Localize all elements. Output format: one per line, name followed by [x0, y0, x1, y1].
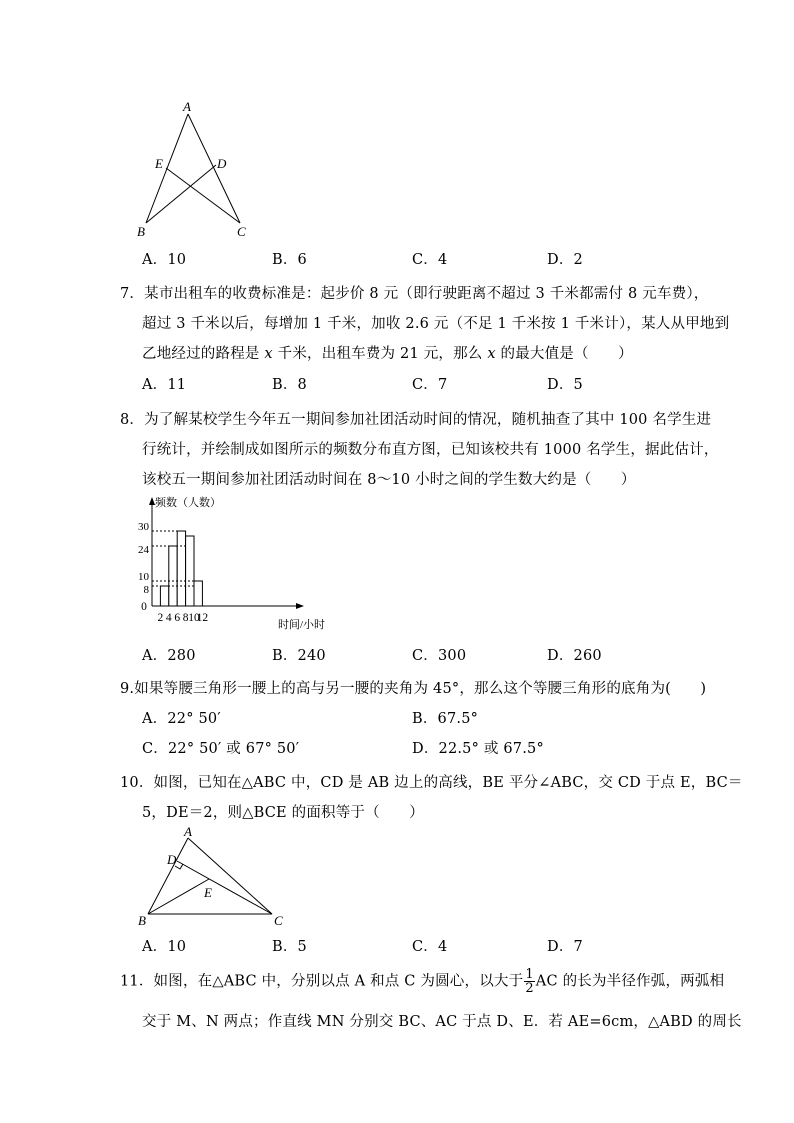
histogram-bar — [177, 531, 185, 606]
q10-label-b: B — [138, 913, 146, 928]
x-tick-label: 10 — [188, 612, 200, 624]
q10-label-e: E — [204, 885, 212, 900]
x-tick-label: 12 — [196, 612, 209, 624]
q7-line-3 — [142, 342, 633, 363]
q10-label-a: A — [184, 824, 192, 839]
q8-option-b: B．240 — [272, 648, 326, 664]
q11-line-1 — [120, 968, 724, 995]
q11-frac-den: 2 — [525, 981, 534, 996]
q10-line-1: 10．如图，已知在△ABC 中，CD 是 AB 边上的高线，BE 平分∠ABC，交 CD 于点 E，BC＝ — [120, 775, 743, 791]
q10-label-d: D — [167, 852, 177, 867]
y-axis-label: 频数（人数） — [155, 497, 221, 509]
q8-histogram — [132, 492, 347, 637]
q8-line-3: 该校五一期间参加社团活动时间在 8～10 小时之间的学生数大约是（ ） — [142, 472, 636, 488]
q7-option-d: D．5 — [547, 377, 583, 393]
q8-option-a: A．280 — [142, 648, 196, 664]
x-tick-label: 4 — [165, 612, 172, 624]
q10-label-c: C — [274, 913, 283, 928]
q6-label-e: E — [155, 156, 163, 171]
q10-side-ac — [188, 838, 272, 914]
q8-line-2: 行统计，并绘制成如图所示的频数分布直方图，已知该校共有 1000 名学生，据此估计， — [142, 442, 719, 458]
q6-label-d: D — [217, 156, 227, 171]
q7-option-a: A．11 — [142, 377, 187, 393]
q10-option-d: D．7 — [547, 939, 583, 955]
q11-fraction — [524, 968, 534, 995]
y-tick-label: 10 — [138, 571, 149, 583]
q10-line-2: 5，DE＝2，则△BCE 的面积等于（ ） — [142, 805, 424, 821]
q7-option-c: C．7 — [412, 377, 448, 393]
q11-line-2: 交于 M、N 两点；作直线 MN 分别交 BC、AC 于点 D、E．若 AE=6cm，△ABD 的周长 — [142, 1014, 742, 1030]
q6-option-a: A．10 — [142, 252, 187, 268]
q9-stem: 9.如果等腰三角形一腰上的高与另一腰的夹角为 45°，那么这个等腰三角形的底角为( ) — [120, 681, 707, 697]
q10-option-b: B．5 — [272, 939, 307, 955]
x-tick-label: 2 — [157, 612, 164, 624]
q10-altitude-cd — [177, 861, 272, 914]
histogram-bar — [160, 586, 168, 606]
q7-option-b: B．8 — [272, 377, 307, 393]
q7-var-x: x — [264, 346, 273, 362]
q6-triangle-figure — [130, 96, 260, 241]
x-tick-label: 8 — [182, 612, 189, 624]
y-tick-label: 8 — [143, 584, 149, 596]
q9-option-b: B．67.5° — [412, 711, 479, 727]
q9-option-d: D．22.5° 或 67.5° — [412, 741, 544, 757]
q10-option-a: A．10 — [142, 939, 187, 955]
x-tick-label: 6 — [174, 612, 181, 624]
q7-line-1: 7．某市出租车的收费标准是：起步价 8 元（即行驶距离不超过 3 千米都需付 8 元车费）， — [120, 286, 709, 302]
q9-option-a: A．22° 50′ — [142, 711, 221, 727]
x-axis-label: 时间/小时 — [278, 619, 326, 631]
q11-line-1a: 11．如图，在△ABC 中，分别以点 A 和点 C 为圆心，以大于 — [120, 973, 524, 990]
q6-option-d: D．2 — [547, 252, 583, 268]
q8-option-d: D．260 — [547, 648, 602, 664]
q7-line-3b: 千米，出租车费为 21 元，那么 — [272, 346, 488, 362]
q11-line-1b: AC 的长为半径作弧，两弧相 — [535, 973, 725, 990]
q10-option-c: C．4 — [412, 939, 448, 955]
origin-label: 0 — [141, 601, 147, 613]
q6-segment-bd — [146, 165, 216, 223]
q6-option-c: C．4 — [412, 252, 448, 268]
q8-option-c: C．300 — [412, 648, 467, 664]
q10-triangle-figure — [130, 822, 290, 934]
histogram-bar — [186, 536, 194, 606]
histogram-bar — [194, 581, 202, 606]
q6-label-b: B — [137, 224, 145, 239]
x-axis-arrow — [296, 603, 304, 609]
y-tick-label: 24 — [138, 544, 149, 556]
q7-line-3a: 乙地经过的路程是 — [142, 346, 265, 362]
histogram-bar — [169, 546, 177, 606]
q6-option-b: B．6 — [272, 252, 307, 268]
y-tick-label: 30 — [138, 521, 149, 533]
q7-line-3c: 的最大值是（ ） — [495, 346, 633, 362]
q6-label-c: C — [237, 224, 246, 239]
q7-line-2: 超过 3 千米以后，每增加 1 千米，加收 2.6 元（不足 1 千米按 1 千米计），某人从甲地到 — [142, 316, 730, 332]
q6-label-a: A — [183, 99, 191, 114]
q6-side-ac — [188, 114, 240, 223]
q8-line-1: 8．为了解某校学生今年五一期间参加社团活动时间的情况，随机抽查了其中 100 名学生进 — [120, 412, 712, 428]
q11-frac-num: 1 — [525, 967, 534, 982]
q7-var-x2: x — [487, 346, 496, 362]
q9-option-c: C．22° 50′ 或 67° 50′ — [142, 741, 300, 757]
